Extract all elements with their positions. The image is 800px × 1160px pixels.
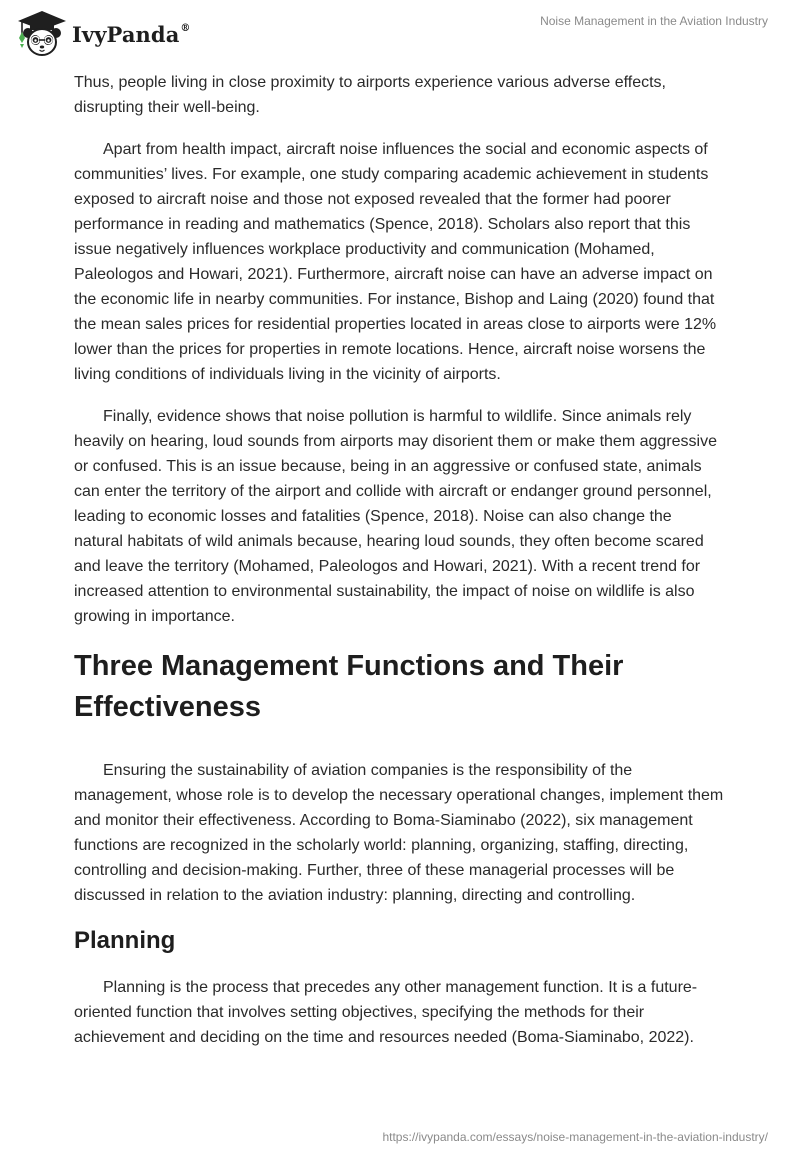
brand-logo-link[interactable] — [14, 8, 191, 58]
paragraph-continuation: Thus, people living in close proximity to airports experience various adverse effects, disrupting their well-being. — [74, 74, 666, 116]
document-title: Noise Management in the Aviation Industry — [540, 14, 768, 28]
paragraph-social-economic: Apart from health impact, aircraft noise influences the social and economic aspects of communities’ lives. For example, one study comparing academic achievement in students exposed to aircraft noise and those not exposed revealed that the former had poorer performance in reading and mathematics (Spence, 2018). Scholars also report that this issue negatively influences workplace productivity and communication (Mohamed, Paleologos and Howari, 2021). Furthermore, aircraft noise can have an adverse impact on the economic life in nearby communities. For instance, Bishop and Laing (2020) found that the mean sales prices for residential properties located in areas close to airports were 12% lower than the prices for properties in remote locations. Hence, aircraft noise worsens the living conditions of individuals living in the vicinity of airports. — [74, 141, 717, 383]
registered-mark: ® — [180, 22, 191, 34]
paragraph-management-intro: Ensuring the sustainability of aviation companies is the responsibility of the management, whose role is to develop the necessary operational changes, implement them and monitor their effectiveness. According to Boma-Siaminabo (2022), six management functions are recognized in the scholarly world: planning, organizing, staffing, directing, controlling and decision-making. Further, three of these managerial processes will be discussed in relation to the aviation industry: planning, directing and controlling. — [74, 762, 724, 904]
page-header — [0, 0, 800, 70]
section-heading-management-functions: Three Management Functions and Their Effectiveness — [74, 650, 624, 723]
paragraph-planning: Planning is the process that precedes any other management function. It is a future-oriented function that involves setting objectives, specifying the methods for their achievement and deciding on the time and resources needed (Boma-Siaminabo, 2022). — [74, 979, 698, 1046]
subsection-heading-planning: Planning — [74, 927, 176, 954]
essay-content — [74, 70, 724, 1067]
paragraph-wildlife: Finally, evidence shows that noise pollution is harmful to wildlife. Since animals rely heavily on hearing, loud sounds from airports may disorient them or make them aggressive or confused. This is an issue because, being in an aggressive or confused state, animals can enter the territory of the airport and collide with aircraft or endanger ground personnel, leading to economic losses and fatalities (Spence, 2018). Noise can also change the natural habitats of wild animals because, hearing loud sounds, they often become scared and leave the territory (Mohamed, Paleologos and Howari, 2021). With a recent trend for increased attention to environmental sustainability, the impact of noise on wildlife is also growing in importance. — [74, 408, 717, 625]
source-url[interactable]: https://ivypanda.com/essays/noise-management-in-the-aviation-industry/ — [382, 1130, 768, 1144]
brand-name-text: IvyPanda — [72, 21, 180, 47]
brand-name — [72, 22, 191, 47]
panda-graduate-icon — [14, 8, 68, 58]
